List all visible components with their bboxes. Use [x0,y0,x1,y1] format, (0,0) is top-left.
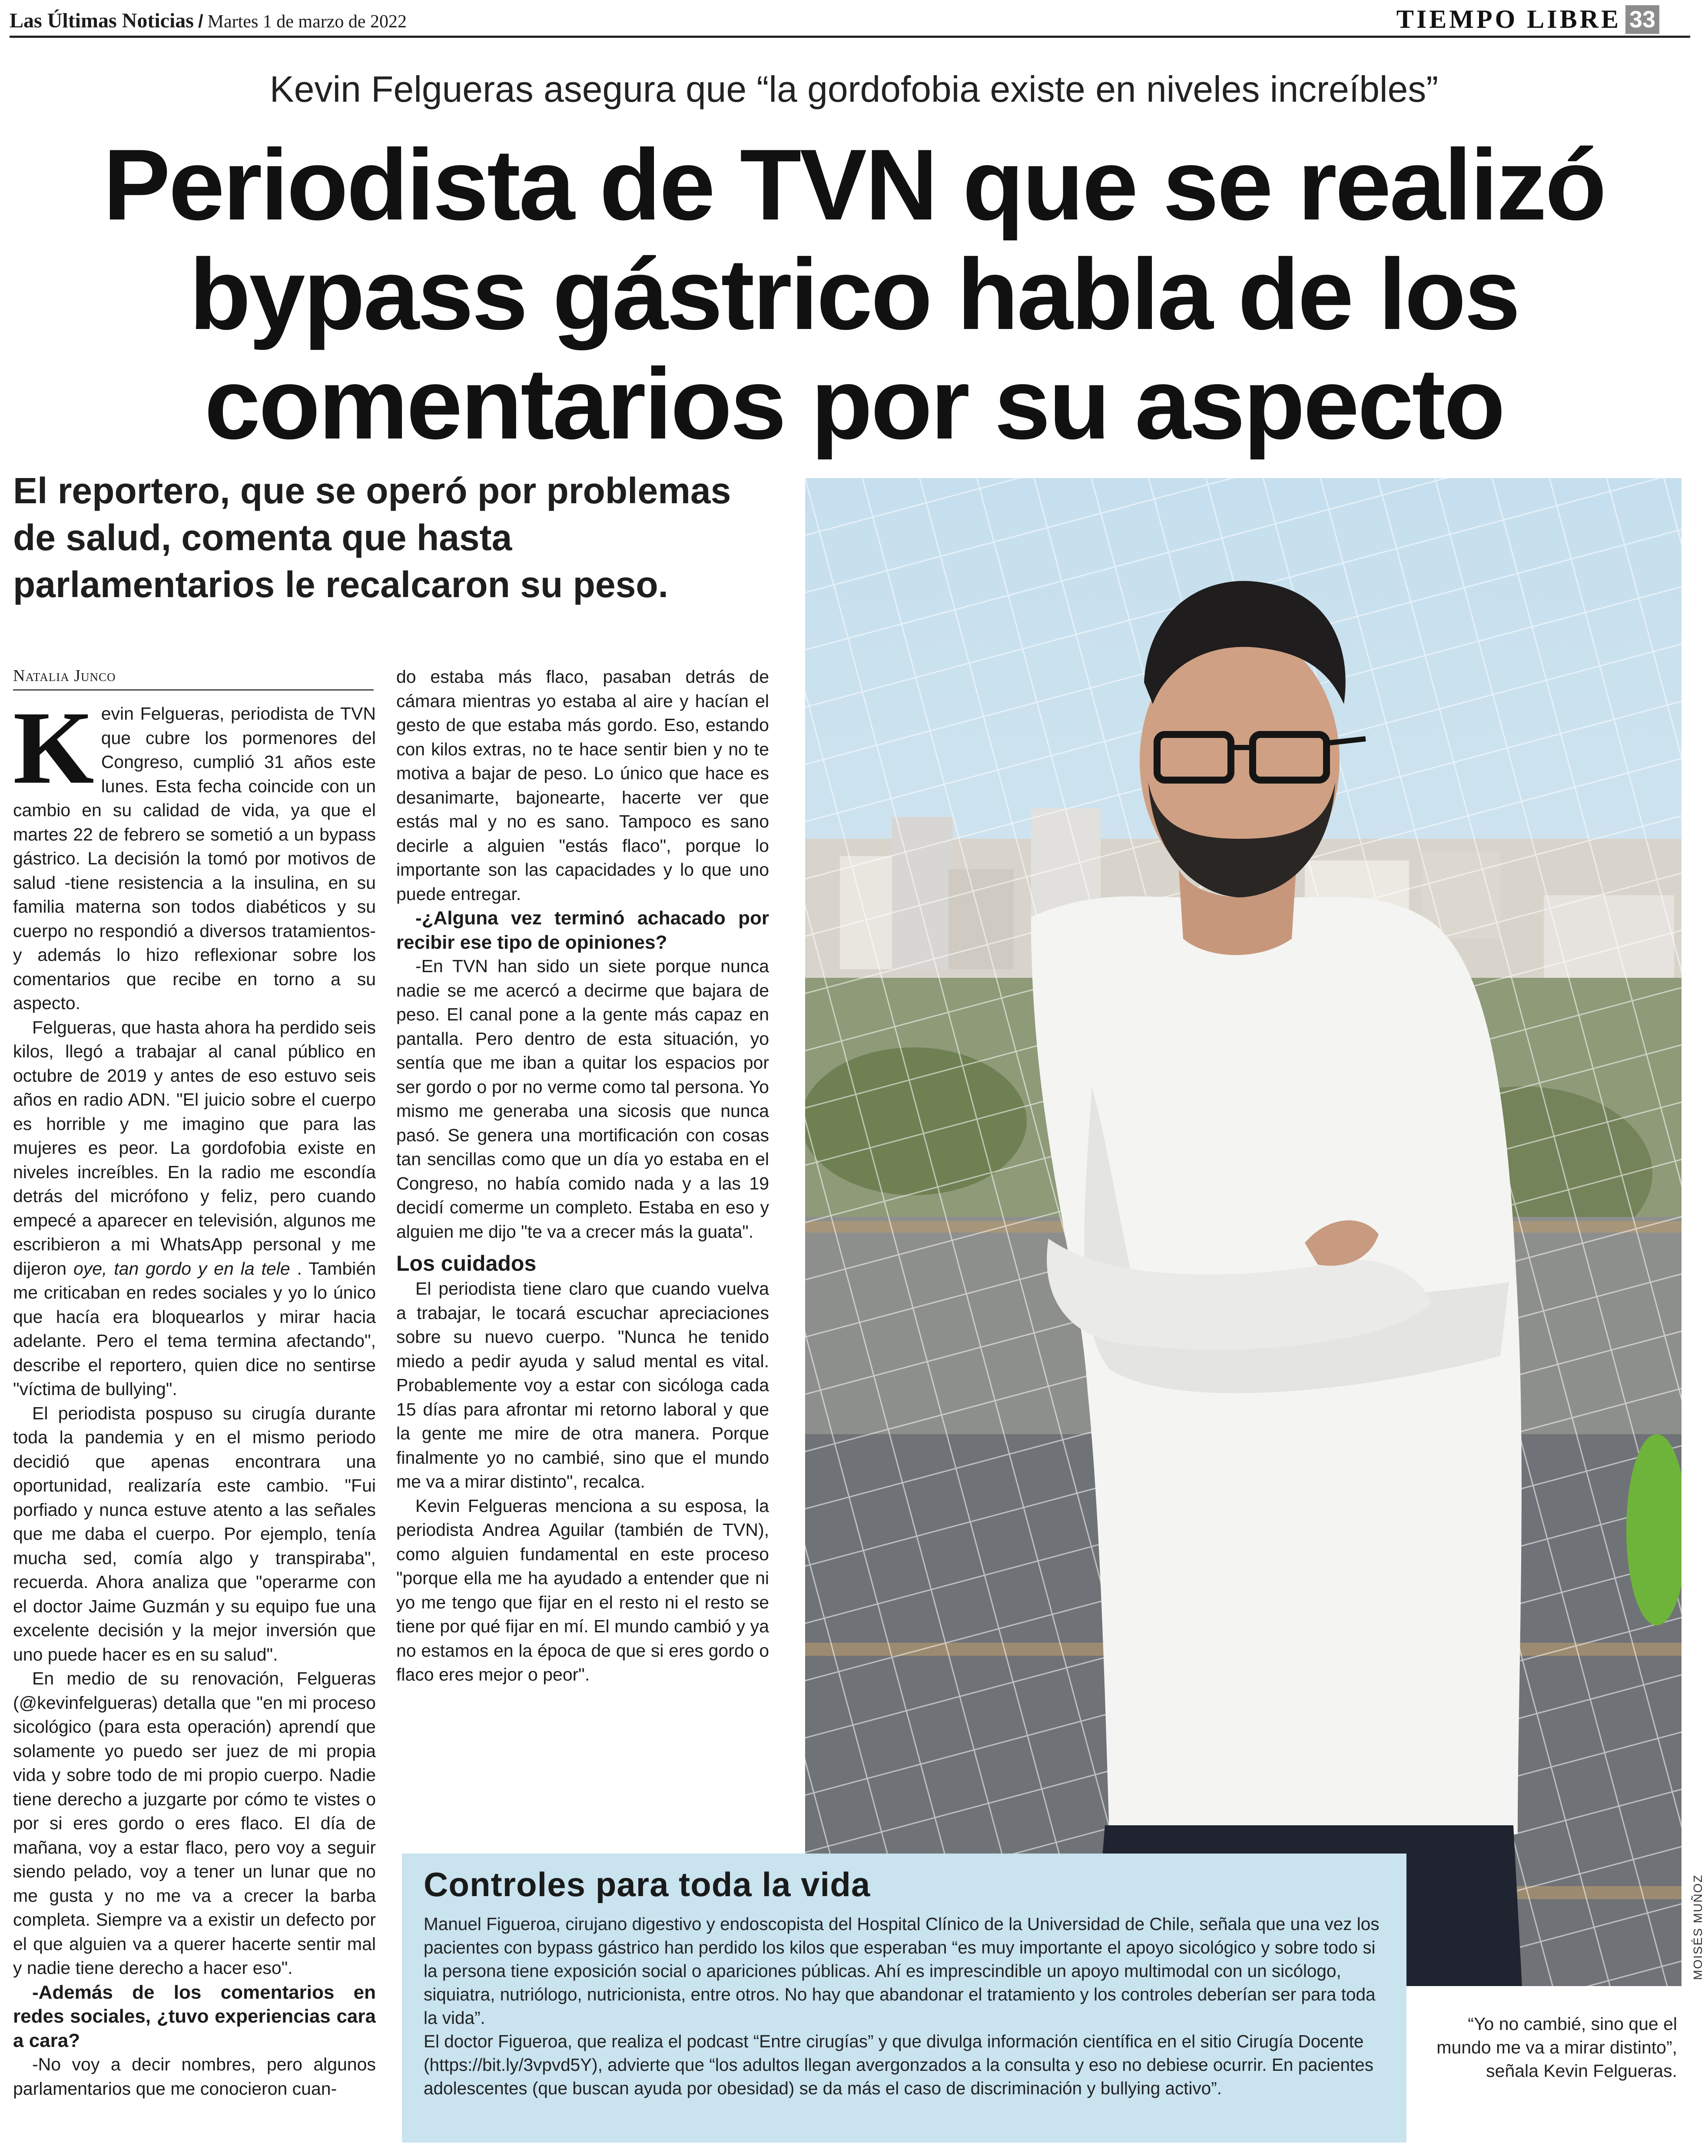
interview-question: -¿Alguna vez terminó achacado por recibir ese tipo de opiniones? [396,907,769,953]
headline-line: comentarios por su aspecto [204,348,1504,460]
byline: Natalia Junco [13,665,374,691]
interview-question: -Además de los comentarios en redes sociales, ¿tuvo experiencias cara a cara? [13,1981,376,2051]
sidebar-paragraph: Manuel Figueroa, cirujano digestivo y endoscopista del Hospital Clínico de la Universidad de Chile, señala que una vez los pacientes con bypass gástrico han perdido los kilos que esperaban “es muy importante el apoyo sicológico y sobre todo si la persona tiene exposición social o apariciones públicas. Ahí es imprescindible un apoyo multimodal con un sicólogo, siquiatra, nutriólogo, nutricionista, entre otros. No hay que abandonar el tratamiento y los controles deberían ser para toda la vida”. [424,1914,1380,2028]
dropcap: K [13,690,94,805]
paragraph: -No voy a decir nombres, pero algunos parlamentarios que me conocieron cuan- [13,2054,376,2099]
article-column-2 [396,665,769,1687]
paragraph: En medio de su renovación, Felgueras (@kevinfelgueras) detalla que "en mi proceso sicológico (para esta operación) aprendí que solamente yo puedo ser juez de mi propia vida y sobre todo de mi propio cuerpo. Nadie tiene derecho a juzgarte por cómo te vistes o por si eres gordo o eres flaco. El día de mañana, voy a estar flaco, pero voy a seguir siendo pelado, voy a tener un lunar que no me gusta y no me va a crecer la barba completa. Siempre va a existir un defecto por el que alguien va a querer hacerte sentir mal y nadie tiene derecho a hacer eso". [13,1668,376,1978]
subheading: Los cuidados [396,1251,537,1276]
masthead-separator: / [198,11,203,31]
paragraph-italic: oye, tan gordo y en la tele [73,1258,290,1279]
sidebar-paragraph: El doctor Figueroa, que realiza el podcast “Entre cirugías” y que divulga información científica en el sitio Cirugía Docente (https://bit.ly/3vpvd5Y), advierte que “los adultos llegan avergonzados a la consulta y eso no debiese ocurrir. En pacientes adolescentes (que buscan ayuda por obesidad) se da más el caso de discriminación y bullying activo”. [424,2031,1374,2098]
photo-credit [1689,1838,1707,1982]
paragraph-text: Felgueras, que hasta ahora ha perdido seis kilos, llegó a trabajar al canal público en octubre de 2019 y antes de eso estuvo seis años en radio ADN. "El juicio sobre el cuerpo es horrible y me imagino que para las mujeres es peor. La gordofobia existe en niveles increíbles. En la radio me escondía detrás del micrófono y feliz, pero cuando empecé a aparecer en televisión, algunos me escribieron a mi WhatsApp personal y me dijeron [13,1017,376,1279]
headline-line: bypass gástrico habla de los [189,238,1519,351]
publication-date: Martes 1 de marzo de 2022 [207,12,407,32]
portrait-photo [805,478,1681,1986]
paragraph [13,690,376,1016]
newspaper-name: Las Últimas Noticias [10,9,194,32]
photo-credit-text: MOISÉS MUÑOZ [1691,1874,1705,1980]
page-number: 33 [1625,5,1659,34]
paragraph-text: evin Felgueras, periodista de TVN que cubre los pormenores del Congreso, cumplió 31 años este lunes. Esta fecha coincide con un cambio en su calidad de vida, ya que el martes 22 de febrero se sometió a un bypass gástrico. La decisión la tomó por motivos de salud -tiene resistencia a la insulina, en su familia materna son todos diabéticos y su cuerpo no respondió a diversos tratamientos- y además lo hizo reflexionar sobre los comentarios que recibe en torno a su aspecto. [13,704,376,1013]
sidebar-body [424,1912,1388,2100]
masthead [10,8,407,35]
headline-line: Periodista de TVN que se realizó [103,129,1605,241]
photo-caption: “Yo no cambié, sino que el mundo me va a mirar distinto”, señala Kevin Felgueras. [1436,2014,1677,2081]
article-column-1 [13,690,376,2101]
kicker: Kevin Felgueras asegura que “la gordofobia existe en niveles increíbles” [269,69,1439,110]
header-rule [10,36,1690,38]
paragraph: Kevin Felgueras menciona a su esposa, la periodista Andrea Aguilar (también de TVN), como alguien fundamental en este proceso "porque ella me ha ayudado a entender que ni yo me tengo que fijar en el resto ni el resto se tiene por qué fijar en mí. El mundo cambió y ya no estamos en la época de que si eres gordo o flaco eres mejor o peor". [396,1495,769,1684]
paragraph: El periodista tiene claro que cuando vuelva a trabajar, le tocará escuchar apreciaciones sobre su nuevo cuerpo. "Nunca he tenido miedo a pedir ayuda y salud mental es vital. Probablemente voy a estar con sicóloga cada 15 días para afrontar mi retorno laboral y que la gente me mire de otra manera. Porque finalmente yo no cambié, sino que el mundo me va a mirar distinto", recalca. [396,1279,769,1492]
sidebar-box [402,1854,1406,2143]
headline [43,130,1665,459]
paragraph: do estaba más flaco, pasaban detrás de cámara mientras yo estaba al aire y hacían el gesto de que estaba más gordo. Eso, estando con kilos extras, no te hace sentir bien y no te motiva a bajar de peso. Lo único que hace es desanimarte, bajonearte, hacerte ver que estás mal y no es sano. Tampoco es sano decirle a alguien "estás flaco", porque lo importante son las capacidades y lo que uno puede entregar. [396,667,769,904]
section-label: TIEMPO LIBRE [1396,5,1621,33]
paragraph-text: . También me criticaban en redes sociales y yo lo único que hacía era bloquearlos y mirar hacia adelante. Pero el tema termina afectando", describe el reportero, quien dice no sentirse "víctima de bullying". [13,1258,376,1399]
paragraph [13,1016,376,1402]
paragraph: -En TVN han sido un siete porque nunca nadie se me acercó a decirme que bajara de peso. El canal pone a la gente más capaz en pantalla. Pero dentro de esta situación, yo sentía que me iban a quitar los espacios por ser gordo o por no verme como tal persona. Yo mismo me generaba una sicosis que nunca pasó. Se genera una mortificación con cosas tan sencillas como que un día yo estaba en el Congreso, no había comido nada y a las 19 decidí comerme un completo. Estaba en eso y alguien me dijo "te va a crecer más la guata". [396,956,769,1242]
paragraph: El periodista pospuso su cirugía durante toda la pandemia y en el mismo periodo decidió que apenas encontrara una oportunidad, realizaría este cambio. "Fui porfiado y nunca estuve atento a las señales que me daba el cuerpo. Por ejemplo, tenía mucha sed, comía algo y transpiraba", recuerda. Ahora analiza que "operarme con el doctor Jaime Guzmán y su equipo fue una excelente decisión y la mejor inversión que uno puede hacer es en su salud". [13,1403,376,1664]
sidebar-title: Controles para toda la vida [424,1865,871,1904]
deck: El reportero, que se operó por problemas de salud, comenta que hasta parlamentarios le recalcaron su peso. [13,470,731,605]
